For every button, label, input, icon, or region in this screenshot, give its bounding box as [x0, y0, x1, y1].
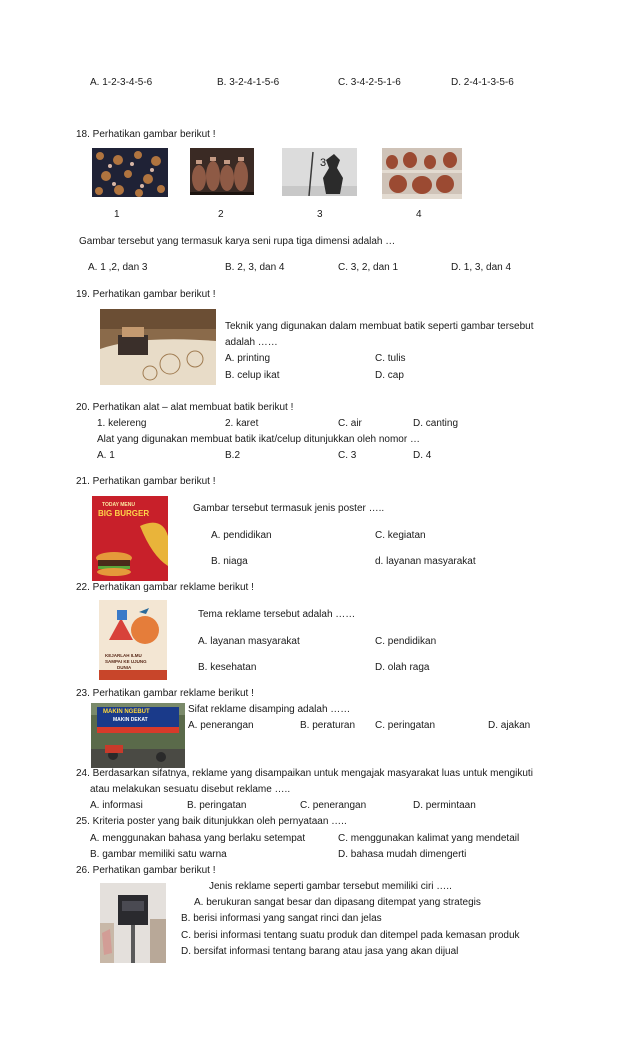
q17-option-d: D. 2-4-1-3-5-6	[451, 77, 514, 88]
q20-option-b: B.2	[225, 450, 241, 461]
q26-option-d: D. bersifat informasi tentang barang atau jasa yang akan dijual	[181, 946, 459, 957]
q26-title: 26. Perhatikan gambar berikut !	[76, 865, 216, 876]
q21-option-c: C. kegiatan	[375, 530, 426, 541]
q19-option-b: B. celup ikat	[225, 370, 280, 381]
q26-option-b: B. berisi informasi yang sangat rinci dan jelas	[181, 913, 382, 924]
q23-question: Sifat reklame disamping adalah ……	[188, 704, 351, 715]
image-number-4: 4	[416, 209, 422, 220]
poster-line-3: DUNIA	[117, 665, 132, 670]
image-number-label: 3	[320, 157, 327, 169]
q26-option-c: C. berisi informasi tentang suatu produk dan ditempel pada kemasan produk	[181, 930, 520, 941]
q18-option-a: A. 1 ,2, dan 3	[88, 262, 148, 273]
q22-option-b: B. kesehatan	[198, 662, 257, 673]
q24-option-d: D. permintaan	[413, 800, 476, 811]
q20-item-1: 1. kelereng	[97, 418, 147, 429]
q24-option-a: A. informasi	[90, 800, 143, 811]
q19-option-c: C. tulis	[375, 353, 406, 364]
image-number-3: 3	[317, 209, 323, 220]
q25-option-c: C. menggunakan kalimat yang mendetail	[338, 833, 520, 844]
q26-question: Jenis reklame seperti gambar tersebut memiliki ciri …..	[209, 881, 452, 892]
q19-question-line2: adalah ……	[225, 337, 278, 348]
q19-title: 19. Perhatikan gambar berikut !	[76, 289, 216, 300]
batik-cap-image	[100, 309, 216, 385]
billboard-image	[100, 883, 166, 963]
q19-option-a: A. printing	[225, 353, 271, 364]
burger-poster-image	[92, 496, 168, 581]
clay-pottery-image	[190, 148, 254, 195]
q20-option-d: D. 4	[413, 450, 432, 461]
q22-option-d: D. olah raga	[375, 662, 430, 673]
q23-option-d: D. ajakan	[488, 720, 531, 731]
q24-option-c: C. penerangan	[300, 800, 367, 811]
q20-item-2: 2. karet	[225, 418, 259, 429]
q26-option-a: A. berukuran sangat besar dan dipasang ditempat yang strategis	[194, 897, 481, 908]
poster-line-2: SAMPAI KE UJUNG	[105, 659, 147, 664]
education-poster-image	[99, 600, 167, 680]
q18-option-b: B. 2, 3, dan 4	[225, 262, 285, 273]
q23-title: 23. Perhatikan gambar reklame berikut !	[76, 688, 254, 699]
q25-option-d: D. bahasa mudah dimengerti	[338, 849, 467, 860]
q21-option-d: d. layanan masyarakat	[375, 556, 476, 567]
q18-option-d: D. 1, 3, dan 4	[451, 262, 512, 273]
q20-option-c: C. 3	[338, 450, 357, 461]
q21-question: Gambar tersebut termasuk jenis poster …..	[193, 503, 385, 514]
road-banner-image	[91, 703, 185, 768]
poster-top-text: TODAY MENU	[102, 502, 135, 508]
q25-title: 25. Kriteria poster yang baik ditunjukkan oleh pernyataan …..	[76, 816, 347, 827]
banner-line-2: MAKIN DEKAT	[113, 717, 148, 723]
batik-fabric-image	[92, 148, 168, 197]
q20-question: Alat yang digunakan membuat batik ikat/celup ditunjukkan oleh nomor …	[97, 434, 420, 445]
q17-option-b: B. 3-2-4-1-5-6	[217, 77, 280, 88]
q18-option-c: C. 3, 2, dan 1	[338, 262, 399, 273]
q23-option-c: C. peringatan	[375, 720, 436, 731]
q22-option-c: C. pendidikan	[375, 636, 437, 647]
image-number-2: 2	[218, 209, 224, 220]
q17-option-a: A. 1-2-3-4-5-6	[90, 77, 153, 88]
pottery-display-image	[382, 148, 462, 199]
q19-question-line1: Teknik yang digunakan dalam membuat batik seperti gambar tersebut	[225, 321, 534, 332]
q22-question: Tema reklame tersebut adalah ……	[198, 609, 356, 620]
poster-line-1: KEJARLAH ILMU	[105, 653, 142, 658]
q17-option-c: C. 3-4-2-5-1-6	[338, 77, 401, 88]
q24-option-b: B. peringatan	[187, 800, 247, 811]
q22-title: 22. Perhatikan gambar reklame berikut !	[76, 582, 254, 593]
q21-title: 21. Perhatikan gambar berikut !	[76, 476, 216, 487]
q20-item-3: C. air	[338, 418, 362, 429]
q18-title: 18. Perhatikan gambar berikut !	[76, 129, 216, 140]
q24-line1: 24. Berdasarkan sifatnya, reklame yang disampaikan untuk mengajak masyarakat luas untuk mengikuti	[76, 768, 533, 779]
image-number-1: 1	[114, 209, 120, 220]
q25-option-a: A. menggunakan bahasa yang berlaku setempat	[90, 833, 306, 844]
q20-item-4: D. canting	[413, 418, 459, 429]
q20-title: 20. Perhatikan alat – alat membuat batik berikut !	[76, 402, 294, 413]
q25-option-b: B. gambar memiliki satu warna	[90, 849, 227, 860]
wayang-statue-image	[282, 148, 357, 196]
q23-option-b: B. peraturan	[300, 720, 356, 731]
q19-option-d: D. cap	[375, 370, 404, 381]
q18-question: Gambar tersebut yang termasuk karya seni rupa tiga dimensi adalah …	[79, 236, 396, 247]
banner-line-1: MAKIN NGEBUT	[103, 709, 150, 715]
q23-option-a: A. penerangan	[188, 720, 254, 731]
q22-option-a: A. layanan masyarakat	[198, 636, 300, 647]
q21-option-a: A. pendidikan	[211, 530, 272, 541]
q24-line2: atau melakukan sesuatu disebut reklame …..	[90, 784, 291, 795]
q20-option-a: A. 1	[97, 450, 115, 461]
q21-option-b: B. niaga	[211, 556, 248, 567]
poster-main-text: BIG BURGER	[98, 509, 150, 518]
